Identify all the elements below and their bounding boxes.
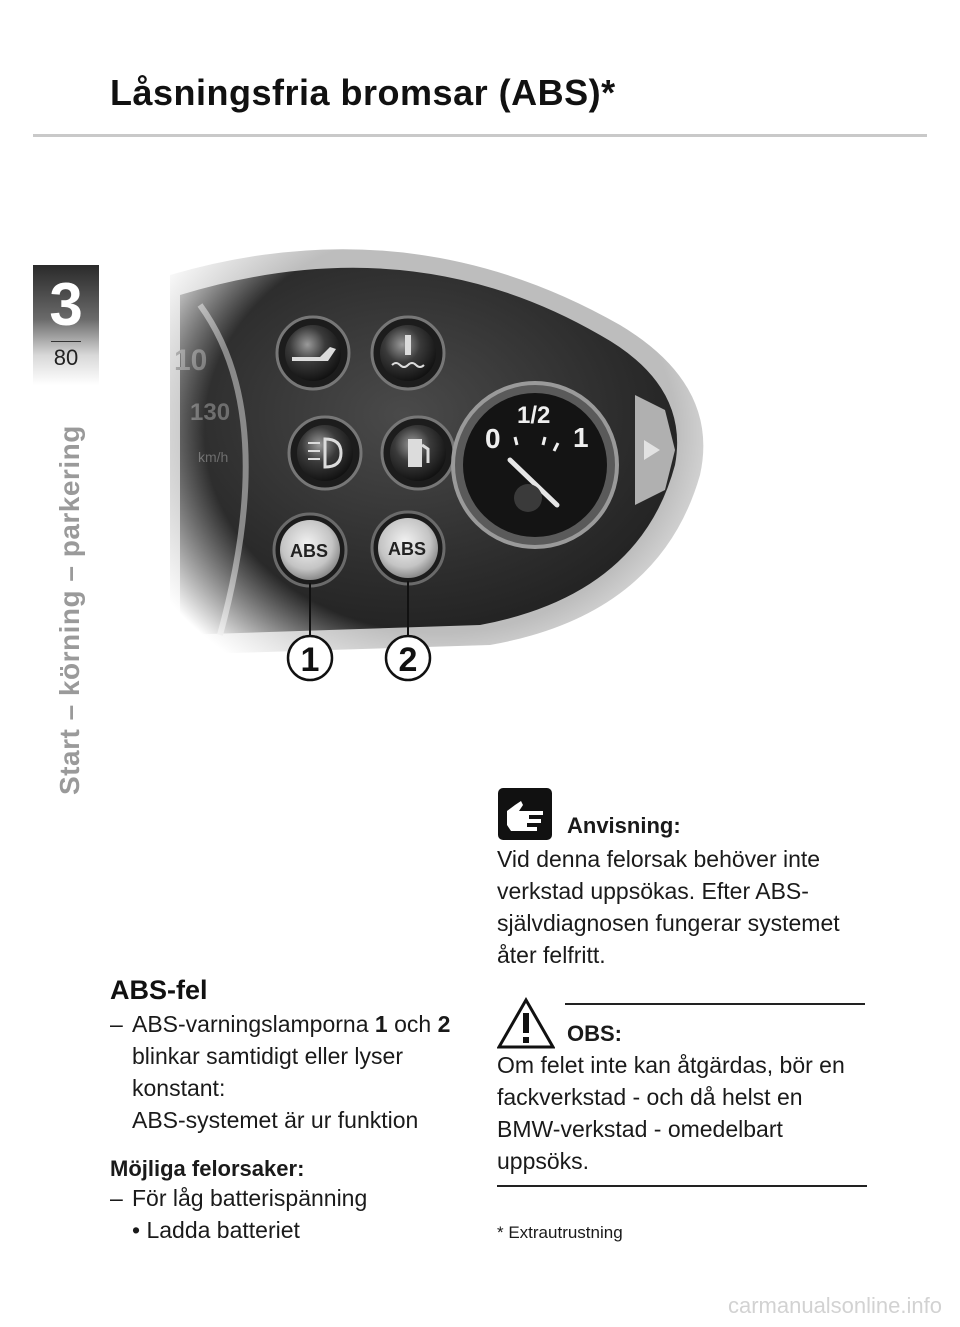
text-fragment: och	[394, 1011, 432, 1037]
bullet-marker: •	[132, 1217, 141, 1243]
abs-fault-result: ABS-systemet är ur funktion	[132, 1107, 419, 1133]
note-header	[497, 785, 872, 841]
note-text: Vid denna felorsak behöver inte verkstad uppsökas. Efter ABS-självdiagnosen fungerar systemet åter felfritt.	[497, 846, 840, 968]
page-title: Låsningsfria bromsar (ABS)*	[110, 72, 616, 113]
title-divider	[33, 134, 927, 137]
cause-action	[110, 1214, 480, 1246]
cause-text: För låg batterispänning	[132, 1185, 368, 1211]
chapter-separator	[51, 341, 81, 342]
warning-text: Om felet inte kan åtgärdas, bör en fackverkstad - och då helst en BMW-verkstad - omedelbart uppsöks.	[497, 1052, 845, 1174]
instrument-cluster-figure	[160, 215, 720, 695]
chapter-side-label: Start – körning – parkering	[54, 425, 85, 795]
footnote: * Extrautrustning	[497, 1223, 623, 1242]
cause-action-text: Ladda batteriet	[146, 1217, 300, 1243]
abs-fault-description	[132, 1008, 480, 1104]
callout-ref-2: 2	[437, 1011, 451, 1037]
cause-item	[110, 1182, 480, 1214]
warning-bottom-rule	[497, 1185, 867, 1187]
callout-ref-1: 1	[374, 1011, 388, 1037]
warning-title: OBS:	[567, 1021, 622, 1046]
text-fragment: blinkar samtidigt eller lyser konstant:	[132, 1043, 403, 1101]
abs-fault-heading: ABS-fel	[110, 975, 208, 1005]
abs-fault-section	[110, 975, 480, 1246]
causes-heading: Möjliga felorsaker:	[110, 1156, 305, 1181]
notes-column	[497, 785, 872, 1243]
text-fragment: ABS-varningslamporna	[132, 1011, 369, 1037]
note-title: Anvisning:	[567, 813, 681, 838]
dash-marker: –	[110, 1185, 123, 1211]
chapter-tab	[33, 265, 99, 385]
exclamation-triangle-icon	[497, 997, 555, 1049]
warning-block	[497, 995, 872, 1187]
dash-marker: –	[110, 1011, 123, 1037]
warning-top-rule	[565, 1003, 865, 1005]
chapter-number: 3	[49, 271, 83, 338]
page-number: 80	[53, 345, 79, 370]
callout-1-label: 1	[300, 641, 320, 679]
watermark: carmanualsonline.info	[727, 1293, 942, 1318]
abs-fault-item	[110, 1008, 480, 1104]
callout-2-label: 2	[398, 641, 418, 679]
pointing-hand-icon	[497, 787, 553, 841]
